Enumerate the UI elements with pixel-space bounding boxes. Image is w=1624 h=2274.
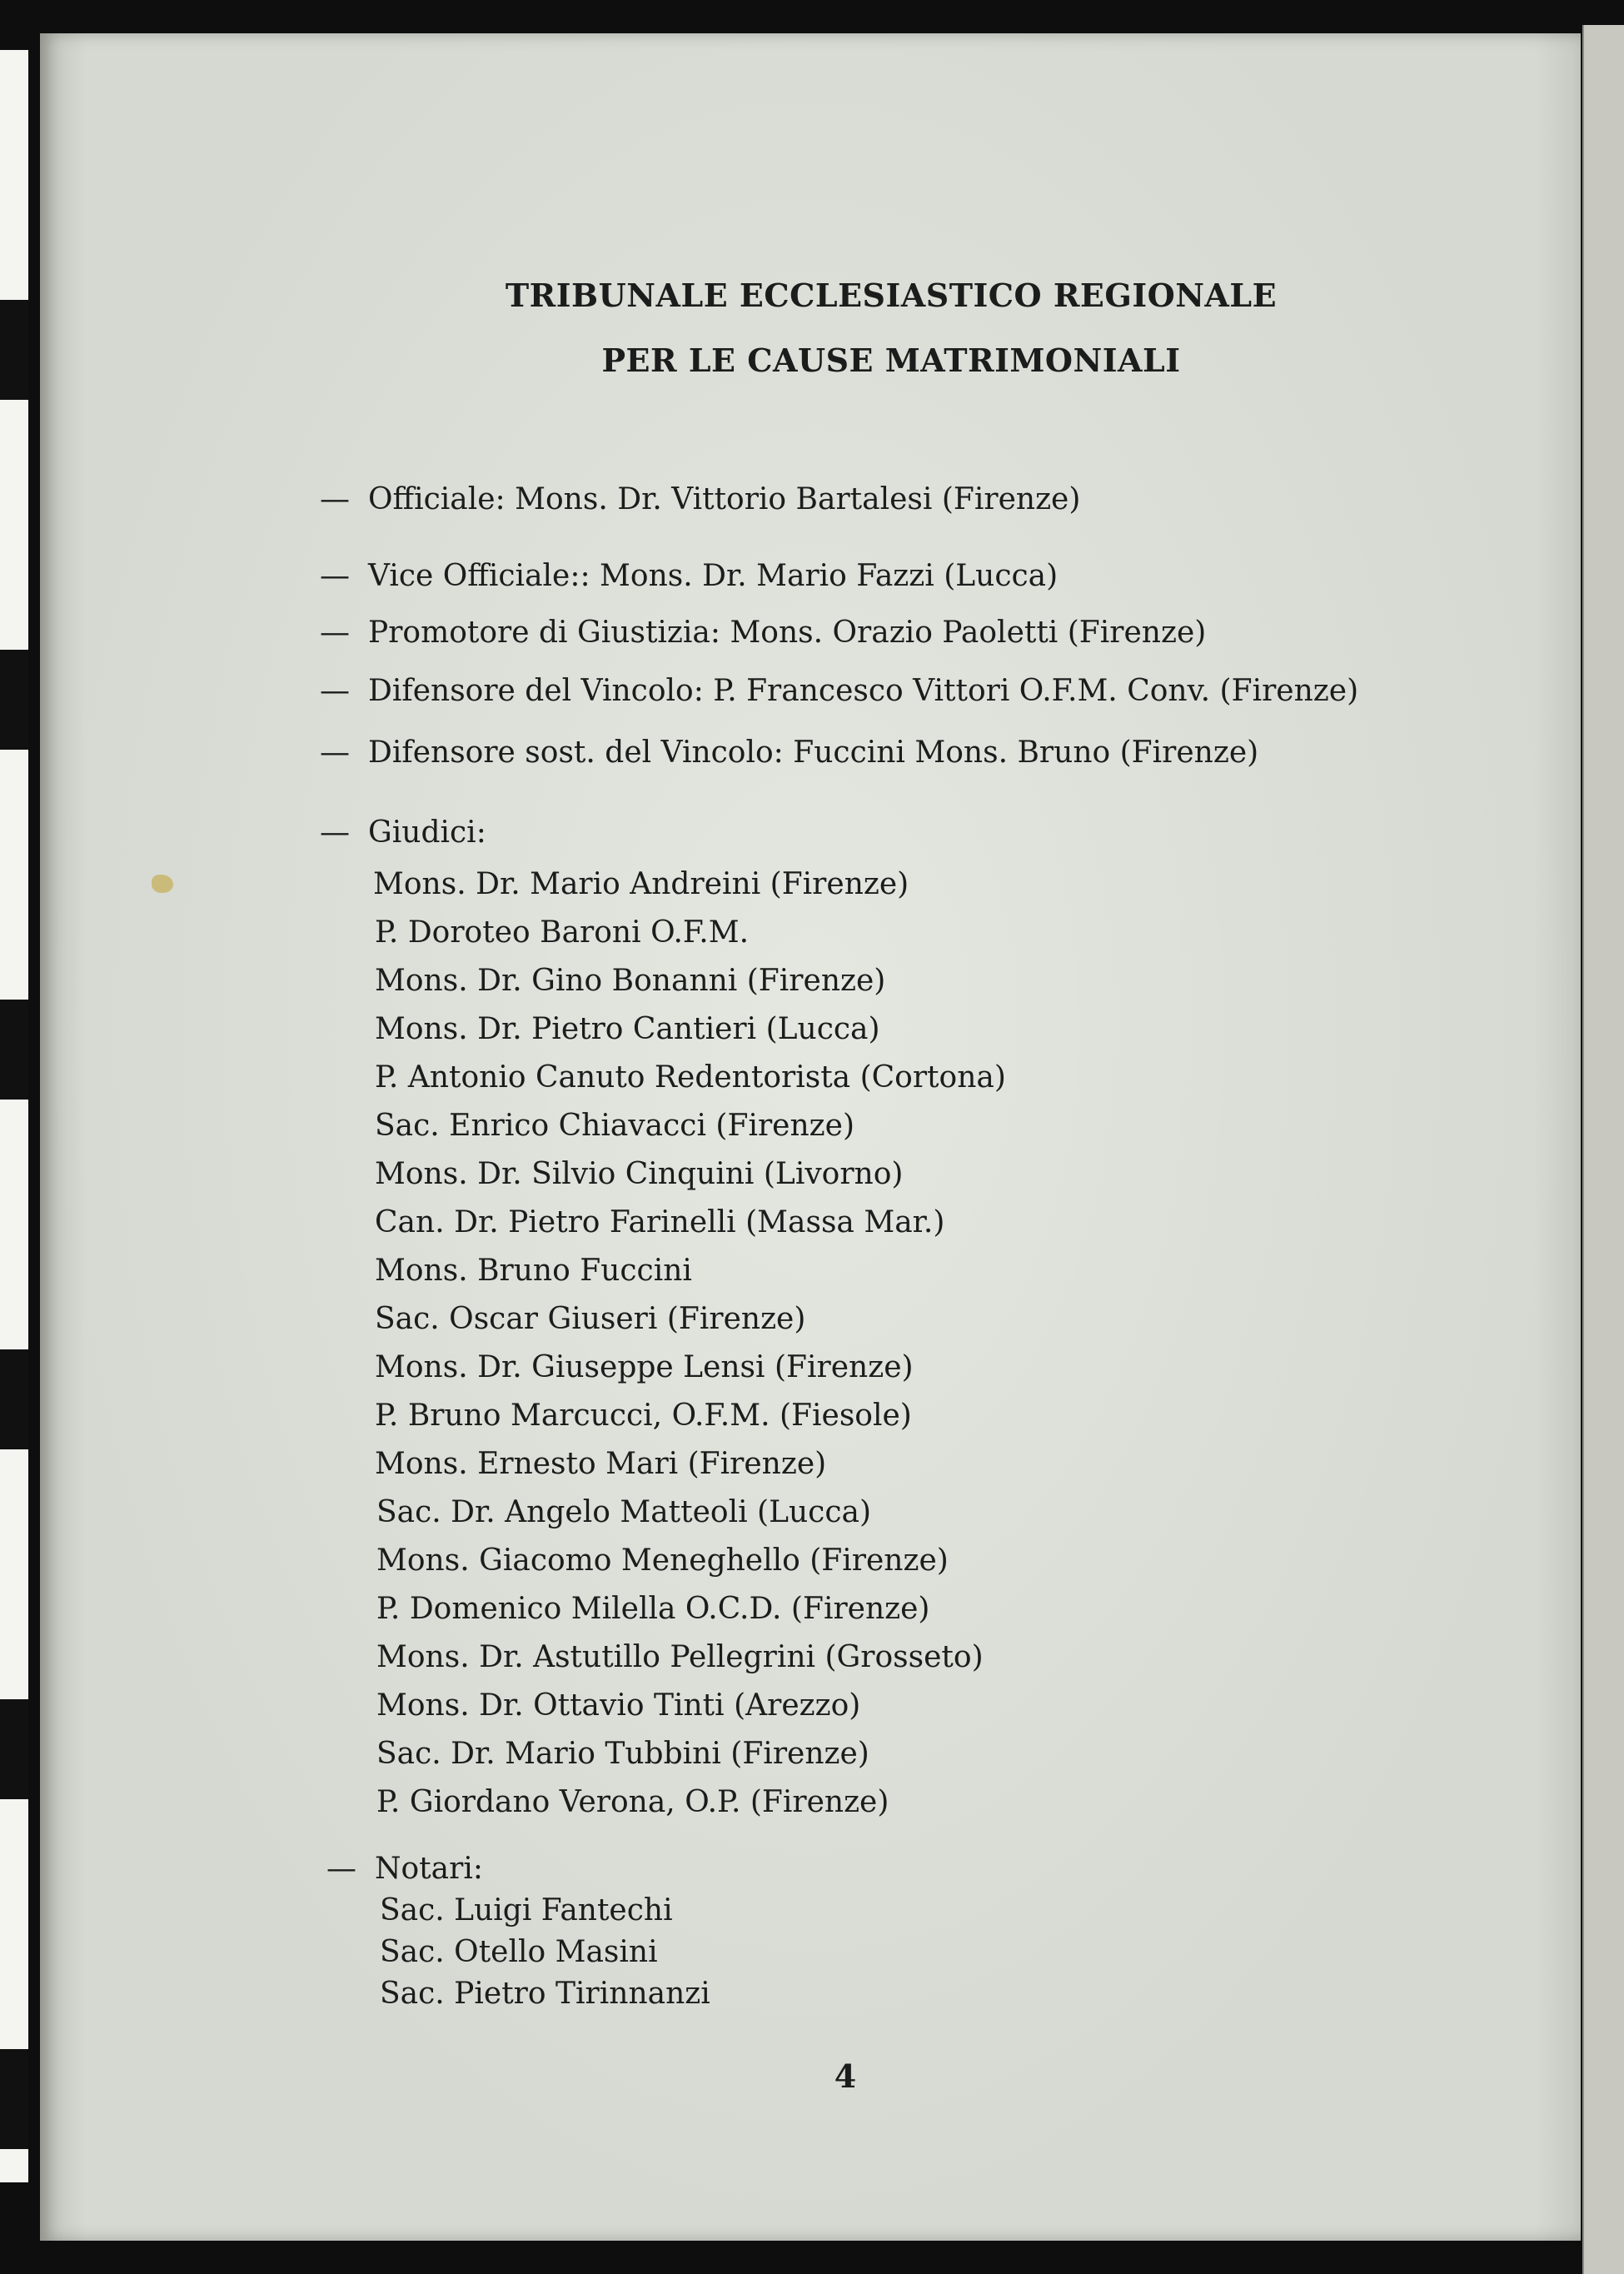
judge-entry: Mons. Dr. Pietro Cantieri (Lucca) — [375, 1012, 880, 1046]
notary-entry: Sac. Otello Masini — [380, 1935, 658, 1969]
notary-entry: Sac. Luigi Fantechi — [380, 1893, 673, 1927]
title-line-1: TRIBUNALE ECCLESIASTICO REGIONALE — [505, 277, 1278, 314]
judge-entry: Mons. Giacomo Meneghello (Firenze) — [376, 1543, 949, 1578]
officer-text: Difensore del Vincolo: P. Francesco Vittori O.F.M. Conv. (Firenze) — [368, 674, 1359, 708]
judge-entry: Mons. Dr. Silvio Cinquini (Livorno) — [375, 1157, 904, 1191]
judge-entry: Mons. Dr. Giuseppe Lensi (Firenze) — [375, 1350, 914, 1384]
notary-entry: Sac. Pietro Tirinnanzi — [380, 1977, 710, 2011]
judge-entry: Sac. Enrico Chiavacci (Firenze) — [375, 1109, 854, 1143]
officer-difensore-sost: — Difensore sost. del Vincolo: Fuccini Mons. Bruno (Firenze) — [320, 736, 1259, 770]
officer-text: Officiale: Mons. Dr. Vittorio Bartalesi (Firenze) — [368, 482, 1081, 516]
judge-entry: Mons. Dr. Astutillo Pellegrini (Grosseto) — [376, 1640, 984, 1674]
judge-entry: P. Antonio Canuto Redentorista (Cortona) — [375, 1060, 1006, 1095]
judge-entry: Sac. Dr. Mario Tubbini (Firenze) — [376, 1737, 869, 1771]
title-line-2: PER LE CAUSE MATRIMONIALI — [601, 342, 1181, 379]
judge-entry: Can. Dr. Pietro Farinelli (Massa Mar.) — [375, 1205, 945, 1239]
judge-entry: Mons. Ernesto Mari (Firenze) — [375, 1447, 827, 1481]
judge-entry: Sac. Dr. Angelo Matteoli (Lucca) — [376, 1495, 872, 1529]
judges-heading: — Giudici: — [320, 815, 486, 850]
judge-entry: P. Doroteo Baroni O.F.M. — [375, 915, 750, 950]
officer-text: Vice Officiale:: Mons. Dr. Mario Fazzi (Lucca) — [368, 559, 1059, 593]
judge-entry: Mons. Dr. Ottavio Tinti (Arezzo) — [376, 1688, 861, 1723]
judge-entry: Mons. Bruno Fuccini — [375, 1254, 692, 1288]
officer-promotore: — Promotore di Giustizia: Mons. Orazio Paoletti (Firenze) — [320, 616, 1207, 650]
officer-text: Promotore di Giustizia: Mons. Orazio Paoletti (Firenze) — [368, 616, 1207, 650]
page-number: 4 — [834, 2057, 857, 2095]
judge-entry: Sac. Oscar Giuseri (Firenze) — [375, 1302, 806, 1336]
judge-entry: P. Bruno Marcucci, O.F.M. (Fiesole) — [375, 1399, 912, 1433]
notaries-heading: — Notari: — [326, 1852, 483, 1886]
judge-entry: P. Giordano Verona, O.P. (Firenze) — [376, 1785, 889, 1819]
judge-entry: P. Domenico Milella O.C.D. (Firenze) — [376, 1592, 930, 1626]
officer-difensore: — Difensore del Vincolo: P. Francesco Vittori O.F.M. Conv. (Firenze) — [320, 674, 1359, 708]
judge-entry: Mons. Dr. Gino Bonanni (Firenze) — [375, 964, 886, 998]
officer-vice-officiale: — Vice Officiale:: Mons. Dr. Mario Fazzi (Lucca) — [320, 559, 1059, 593]
officer-text: Difensore sost. del Vincolo: Fuccini Mons. Bruno (Firenze) — [368, 736, 1259, 770]
officer-officiale: — Officiale: Mons. Dr. Vittorio Bartalesi (Firenze) — [320, 482, 1081, 516]
judge-entry: Mons. Dr. Mario Andreini (Firenze) — [373, 867, 909, 901]
